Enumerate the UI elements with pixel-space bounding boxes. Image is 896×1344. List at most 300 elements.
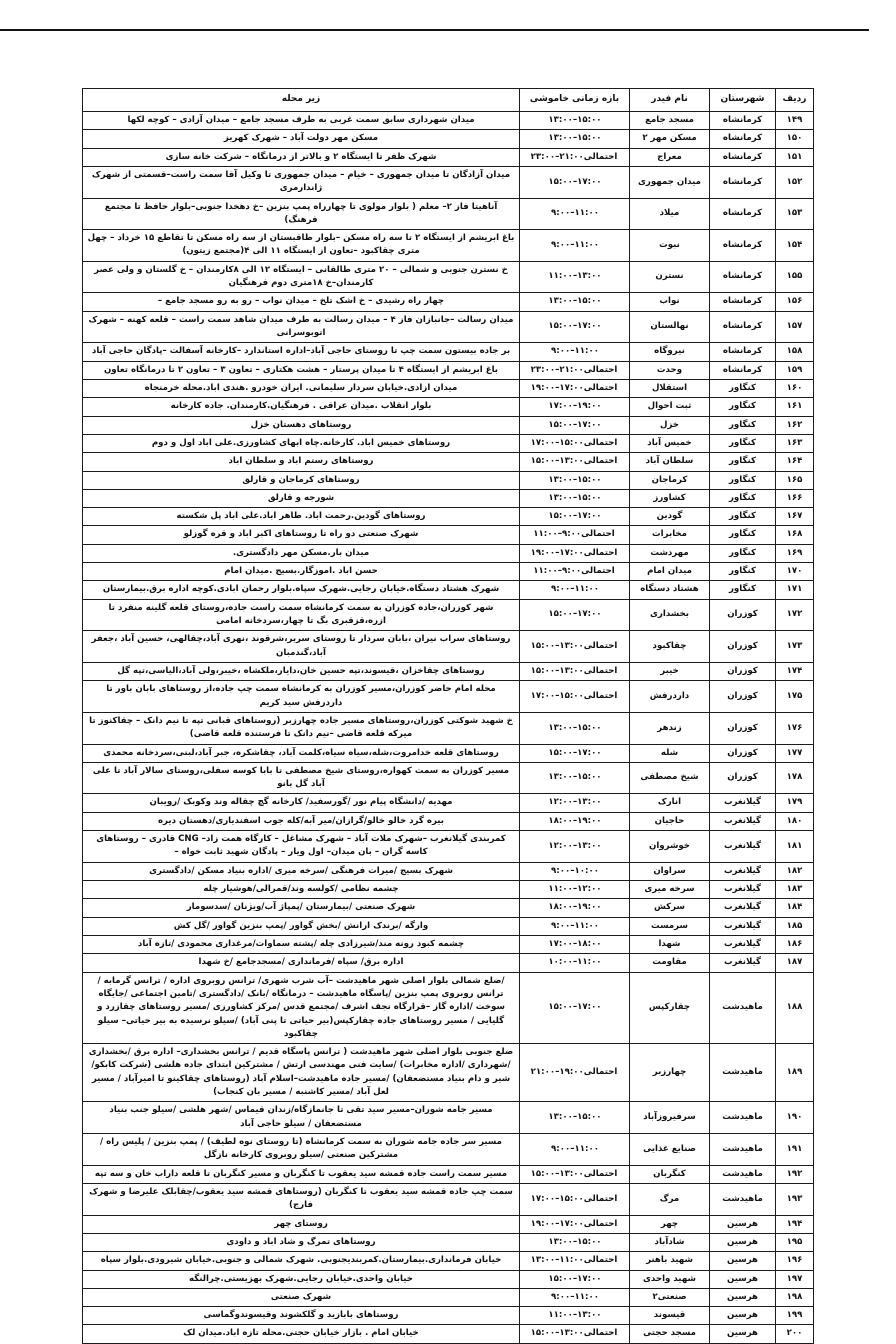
time-range: ۱۷:۰۰–۱۹:۰۰ <box>548 401 602 412</box>
time-range: ۱۵:۰۰–۱۷:۰۰ <box>548 747 602 758</box>
cell-row-number: ۱۸۷ <box>776 954 814 972</box>
cell-outage-time <box>520 812 630 830</box>
cell-feeder: قیسوند <box>630 1307 710 1325</box>
cell-feeder: شیخ مصطفی <box>630 762 710 794</box>
cell-row-number: ۱۵۲ <box>776 166 814 198</box>
table-row <box>83 599 814 631</box>
cell-county: کنگاور <box>710 416 776 434</box>
cell-outage-time <box>520 954 630 972</box>
cell-outage-time <box>520 416 630 434</box>
cell-row-number: ۱۶۹ <box>776 544 814 562</box>
cell-county: هرسین <box>710 1307 776 1325</box>
table-row <box>83 631 814 663</box>
cell-sub-neighborhood: روستاهای رستم اباد و سلطان اباد <box>83 453 520 471</box>
cell-row-number: ۱۹۳ <box>776 1183 814 1215</box>
cell-sub-neighborhood: مهدیه /دانشگاه پیام نور /گورسفید/ کارخانه گچ چقاله وند وکوبک /رویبان <box>83 794 520 812</box>
cell-feeder: نیروگاه <box>630 343 710 361</box>
time-range: ۱۳:۰۰–۱۵:۰۰ <box>548 1112 602 1123</box>
table-row <box>83 1325 814 1343</box>
cell-sub-neighborhood: حسن اباد .اموزگار.بسیج .میدان امام <box>83 563 520 581</box>
cell-county: ماهیدشت <box>710 1183 776 1215</box>
cell-row-number: ۱۸۶ <box>776 935 814 953</box>
cell-county: کوزران <box>710 681 776 713</box>
cell-feeder: مخابرات <box>630 526 710 544</box>
cell-feeder: زندهر <box>630 712 710 744</box>
cell-feeder: خوشروان <box>630 831 710 863</box>
cell-feeder: نسترن <box>630 261 710 293</box>
cell-county: ماهیدشت <box>710 1134 776 1166</box>
cell-county: کرمانشاه <box>710 111 776 129</box>
cell-row-number: ۱۵۷ <box>776 311 814 343</box>
cell-sub-neighborhood: مسیر کوزران به سمت کهواره،روستای شیخ مصطفی تا بابا کوسه سفلی،روستای سالار آباد تا علی آباد گل بانو <box>83 762 520 794</box>
cell-sub-neighborhood: شهرک صنعتی <box>83 1288 520 1306</box>
cell-row-number: ۱۶۶ <box>776 489 814 507</box>
table-row <box>83 261 814 293</box>
table-row <box>83 1233 814 1251</box>
cell-sub-neighborhood: شهرک هشتاد دستگاه.خیابان رجایی.شهرک سپاه.بلوار رحمان ابادی.کوچه اداره برق.بیمارستان <box>83 581 520 599</box>
table-row <box>83 954 814 972</box>
cell-sub-neighborhood: روستاهای سراب نیران ،بابان سردار تا روستای سربر،شرقوند ،نهری آباد،چقالهی، حسین آباد ،جعفر آباد،گندمبان <box>83 631 520 663</box>
cell-feeder: چهر <box>630 1215 710 1233</box>
cell-row-number: ۱۷۶ <box>776 712 814 744</box>
cell-county: گیلانغرب <box>710 794 776 812</box>
cell-row-number: ۱۴۹ <box>776 111 814 129</box>
table-row <box>83 111 814 129</box>
cell-feeder: بخشداری <box>630 599 710 631</box>
outage-schedule-table <box>82 88 814 1344</box>
cell-outage-time <box>520 599 630 631</box>
cell-county: کرمانشاه <box>710 130 776 148</box>
cell-outage-time <box>520 198 630 230</box>
cell-sub-neighborhood: میدان شهرداری سابق سمت غربی به طرف مسجد جامع – میدان آزادی – کوچه لکها <box>83 111 520 129</box>
cell-outage-time <box>520 1288 630 1306</box>
cell-county: کنگاور <box>710 544 776 562</box>
table-row <box>83 712 814 744</box>
cell-county: گیلانغرب <box>710 954 776 972</box>
table-row <box>83 526 814 544</box>
time-range: ۹:۰۰–۱۱:۰۰ <box>551 346 599 357</box>
table-row <box>83 361 814 379</box>
cell-outage-time <box>520 343 630 361</box>
cell-county: کنگاور <box>710 471 776 489</box>
probable-label: احتمالی <box>583 547 618 558</box>
cell-row-number: ۱۹۱ <box>776 1134 814 1166</box>
cell-feeder: حاجیان <box>630 812 710 830</box>
cell-outage-time <box>520 148 630 166</box>
cell-feeder: چقاکبود <box>630 631 710 663</box>
table-row <box>83 563 814 581</box>
cell-row-number: ۱۶۳ <box>776 434 814 452</box>
cell-feeder: مقاومت <box>630 954 710 972</box>
cell-feeder: مسکن مهر ۲ <box>630 130 710 148</box>
cell-outage-time <box>520 862 630 880</box>
cell-sub-neighborhood: /ضلع شمالی بلوار اصلی شهر ماهیدشت –آب شرب شهری/ ترانس روبروی اداره / ترانس گرمابه /ترانس روبروی پمپ بنزین /پاسگاه ماهیدشت – درمانگاه /بانک /دادگستری /تامین اجتماعی /جایگاه سوخت /اداره گاز –قرارگاه نجف اشرف /مجتمع قدس /مرکز کشاورزی /مسیر روستاهای چقازرد و گلیایی / مسیر روستاهای جاده چقارکپس(بیر حیاتی تا پنی آباد) /سیلو نرسیده به بیر حیاتی– سیلو چقاکبود <box>83 972 520 1044</box>
header-row <box>83 89 814 112</box>
cell-county: کرمانشاه <box>710 311 776 343</box>
time-range: ۱۷:۰۰–۱۹:۰۰ <box>530 382 584 393</box>
time-range: ۱۳:۰۰–۱۵:۰۰ <box>548 114 602 125</box>
cell-county: کوزران <box>710 662 776 680</box>
table-row <box>83 1270 814 1288</box>
probable-label: احتمالی <box>583 456 618 467</box>
cell-county: گیلانغرب <box>710 935 776 953</box>
cell-outage-time <box>520 563 630 581</box>
cell-outage-time <box>520 230 630 262</box>
cell-county: گیلانغرب <box>710 917 776 935</box>
probable-label: احتمالی <box>583 1168 618 1179</box>
cell-outage-time <box>520 662 630 680</box>
cell-feeder: صنایع غذایی <box>630 1134 710 1166</box>
probable-label: احتمالی <box>583 364 618 375</box>
cell-outage-time <box>520 1134 630 1166</box>
cell-outage-time <box>520 681 630 713</box>
cell-county: کوزران <box>710 712 776 744</box>
cell-outage-time <box>520 831 630 863</box>
table-row <box>83 972 814 1044</box>
table-row <box>83 198 814 230</box>
time-range: ۱۳:۰۰–۱۵:۰۰ <box>530 640 584 651</box>
table-row <box>83 398 814 416</box>
cell-feeder: وحدت <box>630 361 710 379</box>
cell-row-number: ۱۷۵ <box>776 681 814 713</box>
cell-county: کنگاور <box>710 563 776 581</box>
cell-outage-time <box>520 712 630 744</box>
time-range: ۹:۰۰–۱۱:۰۰ <box>551 1291 599 1302</box>
cell-outage-time <box>520 631 630 663</box>
cell-county: گیلانغرب <box>710 862 776 880</box>
cell-outage-time <box>520 1270 630 1288</box>
cell-feeder: مسجد حجتی <box>630 1325 710 1343</box>
cell-feeder: خمیس آباد <box>630 434 710 452</box>
cell-feeder: معراج <box>630 148 710 166</box>
cell-feeder: سرمست <box>630 917 710 935</box>
cell-sub-neighborhood: روستاهای چقاخزان ،قیسوند،تپه حسین خان،دایار،ملکشاه ،خیبر،ولی آباد،الیاسی،تپه گل <box>83 662 520 680</box>
cell-outage-time <box>520 398 630 416</box>
cell-feeder: صنعتی۲ <box>630 1288 710 1306</box>
cell-outage-time <box>520 166 630 198</box>
cell-county: کرمانشاه <box>710 343 776 361</box>
cell-outage-time <box>520 1102 630 1134</box>
time-range: ۱۵:۰۰–۱۷:۰۰ <box>548 511 602 522</box>
cell-county: کرمانشاه <box>710 198 776 230</box>
cell-feeder: میلاد <box>630 198 710 230</box>
time-range: ۱۵:۰۰–۱۷:۰۰ <box>548 1002 602 1013</box>
cell-county: کرمانشاه <box>710 230 776 262</box>
cell-feeder: استقلال <box>630 379 710 397</box>
cell-outage-time <box>520 935 630 953</box>
time-range: ۱۲:۰۰–۱۳:۰۰ <box>548 797 602 808</box>
cell-outage-time <box>520 311 630 343</box>
table-row <box>83 744 814 762</box>
probable-label: احتمالی <box>583 1193 618 1204</box>
table-row <box>83 230 814 262</box>
cell-row-number: ۱۶۲ <box>776 416 814 434</box>
probable-label: احتمالی <box>583 1067 618 1078</box>
cell-outage-time <box>520 261 630 293</box>
time-range: ۱۳:۰۰–۱۵:۰۰ <box>548 474 602 485</box>
cell-feeder: میدان امام <box>630 563 710 581</box>
cell-feeder: گودین <box>630 508 710 526</box>
cell-sub-neighborhood: کمربندی گیلانغرب –شهرک ملات آباد – شهرک مشاغل – کارگاه همت زاد– CNG قادری – روستاهای کاسه گران – بان میدان– اول ویار – پادگان شهید ثابت خواه – <box>83 831 520 863</box>
cell-sub-neighborhood: شورجه و قارلق <box>83 489 520 507</box>
cell-county: گیلانغرب <box>710 831 776 863</box>
table-row <box>83 831 814 863</box>
cell-feeder: هشتاد دستگاه <box>630 581 710 599</box>
time-range: ۹:۰۰–۱۰:۰۰ <box>551 865 599 876</box>
cell-county: کوزران <box>710 631 776 663</box>
cell-feeder: کشاورز <box>630 489 710 507</box>
cell-outage-time <box>520 130 630 148</box>
cell-row-number: ۱۷۸ <box>776 762 814 794</box>
table-row <box>83 508 814 526</box>
table-row <box>83 293 814 311</box>
time-range: ۱۷:۰۰–۱۹:۰۰ <box>530 1218 584 1229</box>
cell-sub-neighborhood: شهر کوزران،جاده کوزران به سمت کرمانشاه سمت راست جاده،روستای قلعه گلینه منفرد تا ازره،قزقبری بگ تا چهار،سردخانه امامی <box>83 599 520 631</box>
cell-row-number: ۱۵۸ <box>776 343 814 361</box>
cell-row-number: ۱۸۵ <box>776 917 814 935</box>
table-row <box>83 862 814 880</box>
table-row <box>83 148 814 166</box>
time-range: ۹:۰۰–۱۱:۰۰ <box>551 208 599 219</box>
cell-sub-neighborhood: میدان ازادی.خیابان سردار سلیمانی. ایران خودرو .هندی اباد.محله خرمنجاه <box>83 379 520 397</box>
cell-county: هرسین <box>710 1252 776 1270</box>
cell-row-number: ۱۶۴ <box>776 453 814 471</box>
table-row <box>83 581 814 599</box>
probable-label: احتمالی <box>581 529 615 540</box>
cell-sub-neighborhood: شهرک صنعتی /بیمارستان /پمپاژ آب/ویژنان /سدسومار <box>83 899 520 917</box>
cell-outage-time <box>520 1183 630 1215</box>
header-outage-time: بازه زمانی خاموشی <box>520 89 630 112</box>
cell-county: کرمانشاه <box>710 148 776 166</box>
table-row <box>83 379 814 397</box>
cell-outage-time <box>520 111 630 129</box>
cell-feeder: شله <box>630 744 710 762</box>
page-top-rule <box>0 29 869 31</box>
cell-county: هرسین <box>710 1270 776 1288</box>
time-range: ۹:۰۰–۱۱:۰۰ <box>551 1143 599 1154</box>
cell-feeder: نواب <box>630 293 710 311</box>
cell-outage-time <box>520 379 630 397</box>
header-feeder: نام فیدر <box>630 89 710 112</box>
cell-feeder: نبوت <box>630 230 710 262</box>
probable-label: احتمالی <box>583 640 618 651</box>
probable-label: احتمالی <box>583 1255 618 1266</box>
cell-outage-time <box>520 544 630 562</box>
cell-feeder: نهالستان <box>630 311 710 343</box>
cell-row-number: ۱۶۵ <box>776 471 814 489</box>
cell-sub-neighborhood: شهرک بسیج /میرات فرهنگی /سرخه میری /اداره بنیاد مسکن /دادگستری <box>83 862 520 880</box>
cell-sub-neighborhood: بیره گرد خالو خالو/گرازان/میر آبه/کله جوب اسفندیاری/دهستان دیره <box>83 812 520 830</box>
time-range: ۱۵:۰۰–۱۷:۰۰ <box>530 437 584 448</box>
table-row <box>83 311 814 343</box>
cell-feeder: مهردشت <box>630 544 710 562</box>
cell-county: ماهیدشت <box>710 972 776 1044</box>
cell-sub-neighborhood: خیابان امام . بازار خیابان حجتی.محله تازه اباد.میدان لک <box>83 1325 520 1343</box>
cell-feeder: سراوان <box>630 862 710 880</box>
cell-row-number: ۱۵۰ <box>776 130 814 148</box>
cell-outage-time <box>520 508 630 526</box>
probable-label: احتمالی <box>583 382 618 393</box>
time-range: ۱۵:۰۰–۱۷:۰۰ <box>548 1273 602 1284</box>
time-range: ۹:۰۰–۱۱:۰۰ <box>551 920 599 931</box>
cell-sub-neighborhood: میدان آزادگان تا میدان جمهوری – خیام – میدان جمهوری تا وکیل آقا سمت راست–قسمتی از شهرک ژاندارمری <box>83 166 520 198</box>
cell-outage-time <box>520 581 630 599</box>
cell-row-number: ۱۹۲ <box>776 1165 814 1183</box>
cell-sub-neighborhood: شهرک ظفر تا ایستگاه ۲ و بالاتر از درمانگاه – شرکت خانه سازی <box>83 148 520 166</box>
time-range: ۱۲:۰۰–۱۳:۰۰ <box>548 840 602 851</box>
cell-row-number: ۱۶۱ <box>776 398 814 416</box>
cell-county: ماهیدشت <box>710 1044 776 1102</box>
cell-row-number: ۱۵۹ <box>776 361 814 379</box>
cell-county: کنگاور <box>710 398 776 416</box>
cell-row-number: ۱۵۶ <box>776 293 814 311</box>
cell-row-number: ۱۸۰ <box>776 812 814 830</box>
cell-row-number: ۱۸۲ <box>776 862 814 880</box>
cell-outage-time <box>520 1165 630 1183</box>
probable-label: احتمالی <box>583 1328 618 1339</box>
cell-row-number: ۱۶۰ <box>776 379 814 397</box>
cell-county: کرمانشاه <box>710 166 776 198</box>
cell-sub-neighborhood: خیابان فرمانداری.بیمارستان.کمربندیجنوبی. شهرک شمالی و جنوبی.خیابان شیرودی.بلوار سپاه <box>83 1252 520 1270</box>
cell-feeder: ثبت احوال <box>630 398 710 416</box>
table-row <box>83 812 814 830</box>
time-range: ۱۳:۰۰–۱۵:۰۰ <box>548 296 602 307</box>
table-row <box>83 1183 814 1215</box>
time-range: ۱۱:۰۰–۱۳:۰۰ <box>548 1310 602 1321</box>
outage-schedule-table-wrap <box>82 88 813 1344</box>
cell-sub-neighborhood: باغ ابریشم از ایستگاه ۲ تا سه راه مسکن –بلوار طاقبستان از سه راه مسکن تا تقاطع ۱۵ خرداد – چهل متری چقاکبود –تعاون از ایستگاه ۱۱ الی ۴(مجتمع زیتون) <box>83 230 520 262</box>
table-row <box>83 1165 814 1183</box>
time-range: ۱۳:۰۰–۱۵:۰۰ <box>548 722 602 733</box>
cell-outage-time <box>520 453 630 471</box>
cell-feeder: سرخه میری <box>630 881 710 899</box>
cell-row-number: ۱۸۱ <box>776 831 814 863</box>
cell-row-number: ۱۹۴ <box>776 1215 814 1233</box>
table-row <box>83 343 814 361</box>
cell-county: هرسین <box>710 1233 776 1251</box>
table-row <box>83 881 814 899</box>
table-row <box>83 899 814 917</box>
cell-feeder: چقارکپس <box>630 972 710 1044</box>
cell-row-number: ۱۷۰ <box>776 563 814 581</box>
cell-county: کرمانشاه <box>710 261 776 293</box>
cell-feeder: سلطان آباد <box>630 453 710 471</box>
cell-county: کنگاور <box>710 508 776 526</box>
time-range: ۱۱:۰۰–۱۲:۰۰ <box>548 884 602 894</box>
cell-outage-time <box>520 899 630 917</box>
time-range: ۱۸:۰۰–۱۹:۰۰ <box>548 902 602 913</box>
time-range: ۲۱:۰۰–۲۳:۰۰ <box>530 151 584 162</box>
probable-label: احتمالی <box>583 665 618 676</box>
time-range: ۱۳:۰۰–۱۵:۰۰ <box>548 133 602 144</box>
cell-feeder: میدان جمهوری <box>630 166 710 198</box>
cell-feeder: شادآباد <box>630 1233 710 1251</box>
header-county: شهرستان <box>710 89 776 112</box>
cell-row-number: ۱۹۹ <box>776 1307 814 1325</box>
cell-county: کنگاور <box>710 453 776 471</box>
time-range: ۱۳:۰۰–۱۵:۰۰ <box>548 492 602 503</box>
cell-county: هرسین <box>710 1288 776 1306</box>
time-range: ۱۳:۰۰–۱۵:۰۰ <box>530 456 584 467</box>
cell-feeder: انارک <box>630 794 710 812</box>
time-range: ۹:۰۰–۱۱:۰۰ <box>533 566 582 577</box>
cell-sub-neighborhood: روستاهای دهستان خزل <box>83 416 520 434</box>
cell-sub-neighborhood: چشمه نظامی /کولسه وند/قمرالی/هوشیار چله <box>83 881 520 899</box>
cell-feeder: مرگ <box>630 1183 710 1215</box>
cell-outage-time <box>520 1233 630 1251</box>
cell-outage-time <box>520 434 630 452</box>
time-range: ۹:۰۰–۱۱:۰۰ <box>533 529 582 540</box>
cell-outage-time <box>520 1215 630 1233</box>
cell-county: هرسین <box>710 1325 776 1343</box>
cell-sub-neighborhood: مسکن مهر دولت آباد – شهرک کهریز <box>83 130 520 148</box>
cell-feeder: مسجد جامع <box>630 111 710 129</box>
header-row-number: ردیف <box>776 89 814 112</box>
cell-sub-neighborhood: روستاهای گودین.رحمت اباد. طاهر اباد.علی اباد پل شکسته <box>83 508 520 526</box>
time-range: ۱۳:۰۰–۱۵:۰۰ <box>548 772 602 783</box>
cell-sub-neighborhood: مسیر جامه شوران–مسیر سید تقی تا جانمازگاه/زندان قیماس /شهر هلشی /سیلو جنب بنیاد مستضعفان / سیلو حاجی آباد <box>83 1102 520 1134</box>
cell-county: هرسین <box>710 1215 776 1233</box>
cell-row-number: ۱۹۷ <box>776 1270 814 1288</box>
cell-county: ماهیدشت <box>710 1165 776 1183</box>
time-range: ۱۵:۰۰–۱۷:۰۰ <box>548 321 602 332</box>
table-row <box>83 544 814 562</box>
time-range: ۱۵:۰۰–۱۷:۰۰ <box>548 176 602 187</box>
time-range: ۱۹:۰۰–۲۱:۰۰ <box>530 1067 584 1078</box>
cell-sub-neighborhood: چهار راه رشیدی – خ اشک تلخ – میدان نواب – رو به رو مسجد جامع – <box>83 293 520 311</box>
cell-row-number: ۱۷۱ <box>776 581 814 599</box>
cell-outage-time <box>520 361 630 379</box>
cell-sub-neighborhood: خ نسترن جنوبی و شمالی – ۲۰ متری طالقانی – ایستگاه ۱۲ الی ۸کارمندان – خ گلستان و ولی عصر کارمندان–خ ۱۸متری دوم فرهنگیان <box>83 261 520 293</box>
table-row <box>83 166 814 198</box>
table-row <box>83 453 814 471</box>
table-row <box>83 681 814 713</box>
time-range: ۱۷:۰۰–۱۸:۰۰ <box>548 938 602 949</box>
time-range: ۱۷:۰۰–۱۹:۰۰ <box>530 547 584 558</box>
cell-county: گیلانغرب <box>710 812 776 830</box>
cell-row-number: ۱۷۷ <box>776 744 814 762</box>
cell-outage-time <box>520 972 630 1044</box>
cell-sub-neighborhood: روستاهای کرماجان و قارلق <box>83 471 520 489</box>
cell-sub-neighborhood: خیابان واحدی.خیابان رجایی.شهرک بهزیستی.چرالنگه <box>83 1270 520 1288</box>
cell-sub-neighborhood: روستاهای خمیس اباد. کارخانه.چاه ابهای کشاورزی.علی اباد اول و دوم <box>83 434 520 452</box>
cell-row-number: ۱۸۸ <box>776 972 814 1044</box>
cell-feeder: کنگربان <box>630 1165 710 1183</box>
cell-row-number: ۱۵۵ <box>776 261 814 293</box>
table-row <box>83 935 814 953</box>
table-row <box>83 1134 814 1166</box>
cell-county: ماهیدشت <box>710 1102 776 1134</box>
cell-feeder: شهدا <box>630 935 710 953</box>
cell-outage-time <box>520 794 630 812</box>
cell-row-number: ۱۹۶ <box>776 1252 814 1270</box>
cell-sub-neighborhood: وارگه /برندک ارانش /بخش گواور /پمپ بنزین گواور /گل کش <box>83 917 520 935</box>
cell-row-number: ۱۶۸ <box>776 526 814 544</box>
cell-row-number: ۱۵۴ <box>776 230 814 262</box>
cell-outage-time <box>520 293 630 311</box>
cell-row-number: ۱۷۴ <box>776 662 814 680</box>
cell-outage-time <box>520 1252 630 1270</box>
cell-outage-time <box>520 1307 630 1325</box>
cell-sub-neighborhood: چشمه کبود رونه مند/شیرزادی چله /پشته سماوات/مرغداری محمودی /تازه آباد <box>83 935 520 953</box>
cell-sub-neighborhood: مسیر سر جاده جامه شوران به سمت کرمانشاه (تا روستای نوه لطیف) / پمپ بنزین / پلیس راه /مشترکین صنعتی /سیلو روبروی کارخانه نازگل <box>83 1134 520 1166</box>
cell-outage-time <box>520 744 630 762</box>
cell-county: کنگاور <box>710 379 776 397</box>
table-row <box>83 416 814 434</box>
cell-sub-neighborhood: میدان بار.مسکن مهر دادگستری. <box>83 544 520 562</box>
cell-sub-neighborhood: بلوار انقلاب .میدان عراقی . فرهنگیان.کارمندان. جاده کارخانه <box>83 398 520 416</box>
cell-county: گیلانغرب <box>710 881 776 899</box>
